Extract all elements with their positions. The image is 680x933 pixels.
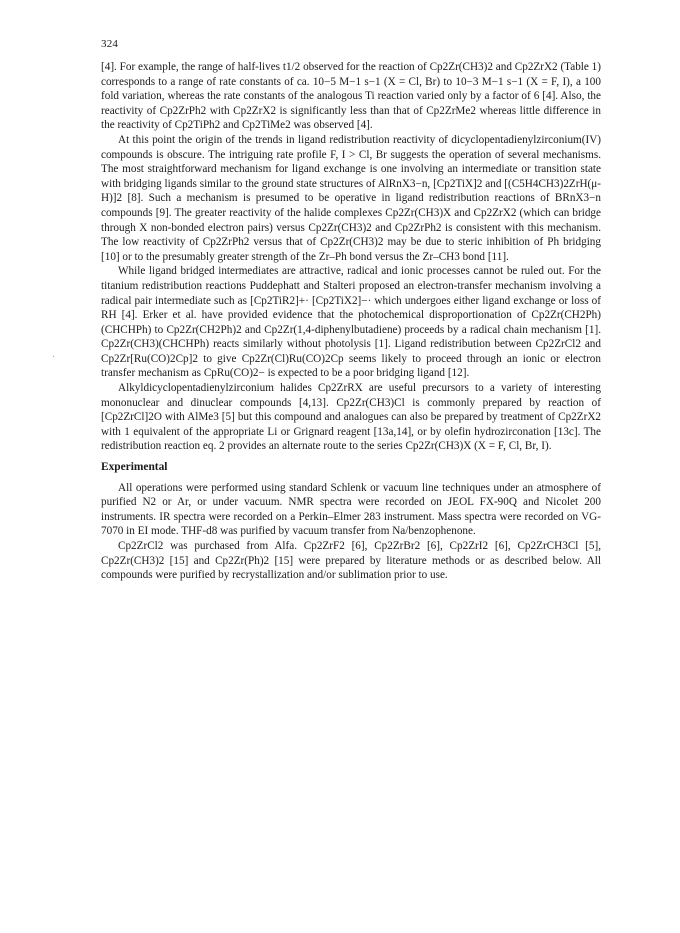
margin-mark: ·: [52, 352, 56, 363]
paragraph-6: Cp2ZrCl2 was purchased from Alfa. Cp2ZrF2 [6], Cp2ZrBr2 [6], Cp2ZrI2 [6], Cp2ZrCH3Cl [5], Cp2Zr(CH3)2 [15] and Cp2Zr(Ph)2 [15] were prepared by literature methods or as described below. All compounds were purified by recrystallization and/or sublimation prior to use.: [101, 540, 601, 582]
body-text: [101, 60, 601, 583]
section-heading-experimental: Experimental: [101, 461, 168, 474]
paragraph-5: All operations were performed using standard Schlenk or vacuum line techniques under an atmosphere of purified N2 or Ar, or under vacuum. NMR spectra were recorded on JEOL FX-90Q and Nicolet 200 instruments. IR spectra were recorded on a Perkin–Elmer 283 instrument. Mass spectra were recorded on VG-7070 in EI mode. THF-d8 was purified by vacuum transfer from Na/benzophenone.: [101, 481, 601, 538]
paragraph-2: At this point the origin of the trends in ligand redistribution reactivity of dicyclopentadienylzirconium(IV) compounds is obscure. The intriguing rate profile F, I > Cl, Br suggests the operation of several mechanisms. The most straightforward mechanism for ligand exchange is one involving an intermediate or transition state with bridging ligands similar to the ground state structures of AlRnX3−n, [Cp2TiX]2 and [(C5H4CH3)2ZrH(μ-H)]2 [8]. Such a mechanism is presumed to be operative in ligand redistribution reactions of BRnX3−n compounds [9]. The greater reactivity of the halide complexes Cp2Zr(CH3)X and Cp2ZrX2 (which can bridge through X non-bonded electron pairs) versus Cp2Zr(CH3)2 and Cp2ZrPh2 is consistent with this mechanism. The low reactivity of Cp2ZrPh2 versus that of Cp2Zr(CH3)2 may be due to steric inhibition of Ph bridging [10] or to the presumably greater strength of the Zr–Ph bond versus the Zr–CH3 bond [11].: [101, 133, 601, 263]
paragraph-4: Alkyldicyclopentadienylzirconium halides Cp2ZrRX are useful precursors to a variety of interesting mononuclear and dinuclear compounds [4,13]. Cp2Zr(CH3)Cl is commonly prepared by reaction of [Cp2ZrCl]2O with AlMe3 [5] but this compound and analogues can also be prepared by treatment of Cp2ZrX2 with 1 equivalent of the appropriate Li or Grignard reagent [13a,14], or by olefin hydrozirconation [13c]. The redistribution reaction eq. 2 provides an alternate route to the series Cp2Zr(CH3)X (X = F, Cl, Br, I).: [101, 382, 601, 453]
paragraph-3: While ligand bridged intermediates are attractive, radical and ionic processes cannot be ruled out. For the titanium redistribution reactions Puddephatt and Stalteri proposed an electron-transfer mechanism involving a radical pair intermediate such as [Cp2TiR2]+· [Cp2TiX2]−· which undergoes either ligand exchange or loss of RH [4]. Erker et al. have provided evidence that the photochemical disproportionation of Cp2Zr(CH2Ph)(CHCHPh) to Cp2Zr(CH2Ph)2 and Cp2Zr(1,4-diphenylbutadiene) proceeds by a radical chain mechanism [1]. Cp2Zr(CH3)(CHCHPh) reacts similarly without photolysis [1]. Ligand redistribution between Cp2ZrCl2 and Cp2Zr[Ru(CO)2Cp]2 to give Cp2Zr(Cl)Ru(CO)2Cp seems likely to proceed through an ionic or electron transfer mechanism as CpRu(CO)2− is expected to be a poor bridging ligand [12].: [101, 265, 601, 380]
page-number: 324: [101, 38, 119, 50]
paragraph-1: [4]. For example, the range of half-lives t1/2 observed for the reaction of Cp2Zr(CH3)2 and Cp2ZrX2 (Table 1) corresponds to a range of rate constants of ca. 10−5 M−1 s−1 (X = Cl, Br) to 10−3 M−1 s−1 (X = F, I), a 100 fold variation, whereas the rate constants of the analogous Ti reaction varied only by a factor of 6 [4]. Also, the reactivity of Cp2ZrPh2 with Cp2ZrX2 is significantly less than that of Cp2ZrMe2 whereas little difference in the reactivity of Cp2TiPh2 and Cp2TiMe2 was observed [4].: [101, 61, 601, 132]
